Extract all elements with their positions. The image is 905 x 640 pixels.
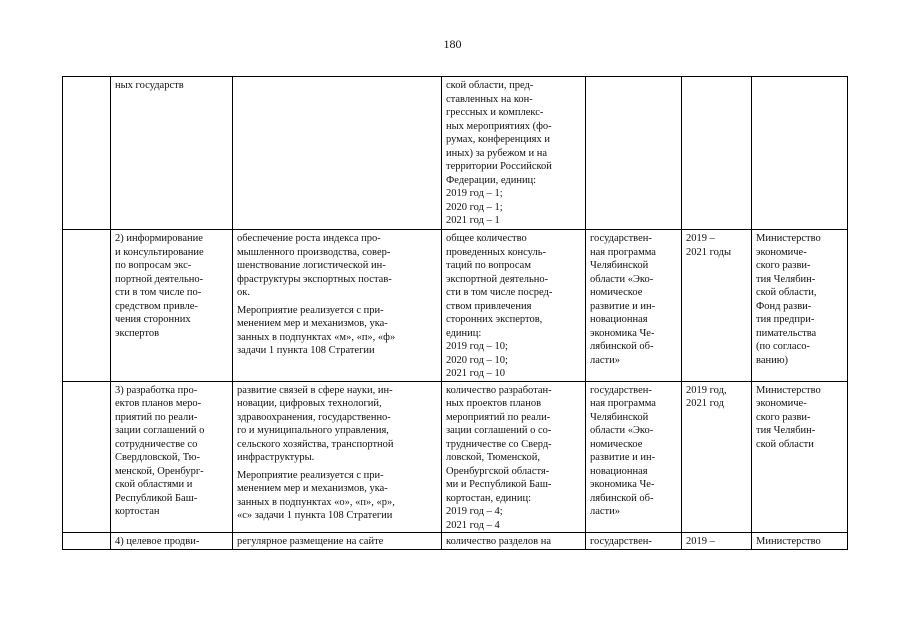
row-number-cell xyxy=(63,381,111,533)
program-cell: государствен- ная программа Челябинской области «Эко- номическое развитие и ин- новационная экономика Че- лябинской об- ласти» xyxy=(586,381,682,533)
content-note: Мероприятие реализуется с при- менением мер и механизмов, ука- занных в подпунктах «м», «п», «ф» задачи 1 пункта 108 Стратегии xyxy=(237,304,396,356)
content-cell: регулярное размещение на сайте xyxy=(233,533,442,550)
indicator-cell: общее количество проведенных консуль- таций по вопросам экспортной деятельно- сти в том числе посред- ством привлечения сторонних экспертов, единиц: 2019 год – 10; 2020 год – 10; 2021 год – 10 xyxy=(442,230,586,382)
measures-table xyxy=(62,76,848,550)
executor-cell: Министерство xyxy=(752,533,848,550)
period-cell: 2019 – xyxy=(682,533,752,550)
row-number-cell xyxy=(63,230,111,382)
indicator-cell: ской области, пред- ставленных на кон- грессных и комплекс- ных мероприятиях (фо- румах, конференциях и иных) за рубежом и на территории Российской Федерации, единиц: 2019 год – 1; 2020 год – 1; 2021 год – 1 xyxy=(442,77,586,230)
program-cell: государствен- xyxy=(586,533,682,550)
table-row xyxy=(63,230,848,382)
content-cell xyxy=(233,230,442,382)
content-text: развитие связей в сфере науки, ин- новации, цифровых технологий, здравоохранения, государственно- го и муниципального управления, сельского хозяйства, транспортной инфраструктуры. xyxy=(237,384,394,463)
row-number-cell xyxy=(63,533,111,550)
content-cell xyxy=(233,77,442,230)
table-row xyxy=(63,381,848,533)
row-number-cell xyxy=(63,77,111,230)
content-text: обеспечение роста индекса про- мышленного производства, совер- шенствование логистической ин- фраструктуры экспортных постав- ок. xyxy=(237,233,392,298)
content-cell xyxy=(233,381,442,533)
indicator-cell: количество разработан- ных проектов планов мероприятий по реали- зации соглашений о со- трудничестве со Сверд- ловской, Тюменской, Оренбургской областя- ми и Республикой Баш- кортостан, единиц: 2019 год – 4; 2021 год – 4 xyxy=(442,381,586,533)
executor-cell: Министерство экономиче- ского разви- тия Челябин- ской области, Фонд разви- тия предпри- пимательства (по согласо- ванию) xyxy=(752,230,848,382)
measure-cell: 2) информирование и консультирование по вопросам экс- портной деятельно- сти в том числе по- средством привле- чения сторонних экспертов xyxy=(111,230,233,382)
program-cell xyxy=(586,77,682,230)
period-cell: 2019 – 2021 годы xyxy=(682,230,752,382)
executor-cell xyxy=(752,77,848,230)
content-note: Мероприятие реализуется с при- менением мер и механизмов, ука- занных в подпунктах «о», «п», «р», «с» задачи 1 пункта 108 Стратегии xyxy=(237,469,395,521)
measure-cell: 4) целевое продви- xyxy=(111,533,233,550)
page-number: 180 xyxy=(443,37,462,51)
measure-cell: 3) разработка про- ектов планов меро- приятий по реали- зации соглашений о сотрудничестве со Свердловской, Тю- менской, Оренбург- ской областями и Республикой Баш- кортостан xyxy=(111,381,233,533)
indicator-cell: количество разделов на xyxy=(442,533,586,550)
table-row xyxy=(63,77,848,230)
program-cell: государствен- ная программа Челябинской области «Эко- номическое развитие и ин- новационная экономика Че- лябинской об- ласти» xyxy=(586,230,682,382)
period-cell: 2019 год, 2021 год xyxy=(682,381,752,533)
table-row xyxy=(63,533,848,550)
executor-cell: Министерство экономиче- ского разви- тия Челябин- ской области xyxy=(752,381,848,533)
measure-cell: ных государств xyxy=(111,77,233,230)
period-cell xyxy=(682,77,752,230)
